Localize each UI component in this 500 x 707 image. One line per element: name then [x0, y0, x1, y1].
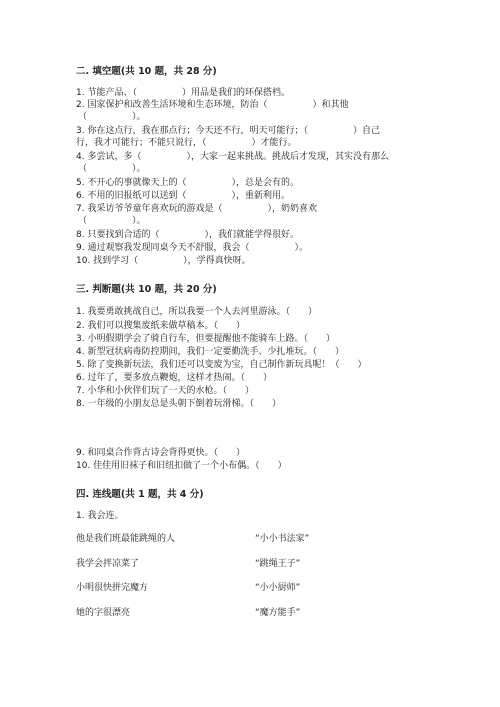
matching-question: 1. 我会连。: [76, 511, 124, 521]
section-title-matching: 四. 连线题(共 1 题，共 4 分): [76, 489, 204, 500]
tf-question-1: 1. 我要勇敢挑战自己，所以我要一个人去河里游泳。（ ）: [76, 307, 317, 317]
fill-question-3-cont: 行，我才可能行；不能只说行，（ ）才能行。: [76, 138, 297, 148]
match-right-3: “小小厨师”: [255, 583, 301, 593]
fill-question-2-cont: （ ）。: [78, 112, 146, 122]
fill-question-4: 4. 多尝试，多（ ），大家一起来挑战。挑战后才发现，其实没有那么: [76, 152, 389, 162]
tf-question-3: 3. 小明假期学会了骑自行车，但要提醒他不能骑车上路。（ ）: [76, 334, 335, 344]
tf-question-7: 7. 小华和小伙伴们玩了一天的水枪。（ ）: [76, 386, 254, 396]
section-title-fill-in: 二. 填空题(共 10 题，共 28 分): [76, 66, 217, 77]
section-title-true-false: 三. 判断题(共 10 题，共 20 分): [76, 284, 217, 295]
tf-question-9: 9. 和同桌合作背古诗会背得更快。（ ）: [76, 448, 245, 458]
fill-question-9: 9. 通过观察我发现同桌今天不舒服，我会（ ）。: [76, 243, 308, 253]
tf-question-8: 8. 一年级的小朋友总是头朝下倒着玩滑梯。（ ）: [76, 399, 281, 409]
tf-question-10: 10. 佳佳用旧袜子和旧纽扣做了一个小布偶。（ ）: [76, 461, 287, 471]
match-left-1: 他是我们班最能跳绳的人: [76, 534, 176, 544]
fill-question-5: 5. 不开心的事就像天上的（ ），总是会有的。: [76, 178, 299, 188]
fill-question-1: 1. 节能产品、（ ）用品是我们的环保搭档。: [76, 88, 290, 98]
tf-question-6: 6. 过年了，要多放点鞭炮，这样才热闹。（ ）: [76, 373, 272, 383]
match-right-1: “小小书法家”: [255, 534, 310, 544]
fill-question-4-cont: （ ）。: [78, 164, 146, 174]
match-right-4: “魔方能手”: [255, 608, 301, 618]
fill-question-2: 2. 国家保护和改善生活环境和生态环境，防治（ ）和其他: [76, 100, 349, 110]
fill-question-7: 7. 我采访爷爷童年喜欢玩的游戏是（ ），奶奶喜欢: [76, 204, 317, 214]
match-right-2: “跳绳王子”: [255, 559, 301, 569]
fill-question-10: 10. 找到学习（ ），学得真快呀。: [76, 256, 251, 266]
tf-question-5: 5. 除了变换新玩法，我们还可以变废为宝，自己制作新玩具呢！（ ）: [76, 360, 367, 370]
match-left-2: 我学会拌凉菜了: [76, 559, 140, 569]
match-left-3: 小明很快拼完魔方: [76, 583, 149, 593]
fill-question-8: 8. 只要找到合适的（ ），我们就能学得很好。: [76, 230, 299, 240]
fill-question-6: 6. 不用的旧报纸可以送到（ ），重新利用。: [76, 191, 290, 201]
fill-question-7-cont: （ ）。: [78, 216, 146, 226]
tf-question-4: 4. 新型冠状病毒防控期间，我们一定要勤洗手、少扎堆玩。（ ）: [76, 347, 344, 357]
tf-question-2: 2. 我们可以搜集废纸来做草稿本。（ ）: [76, 321, 245, 331]
fill-question-3: 3. 你在这点行，我在那点行；今天还不行，明天可能行；（ ）自己: [76, 126, 380, 136]
match-left-4: 她的字很漂亮: [76, 608, 131, 618]
